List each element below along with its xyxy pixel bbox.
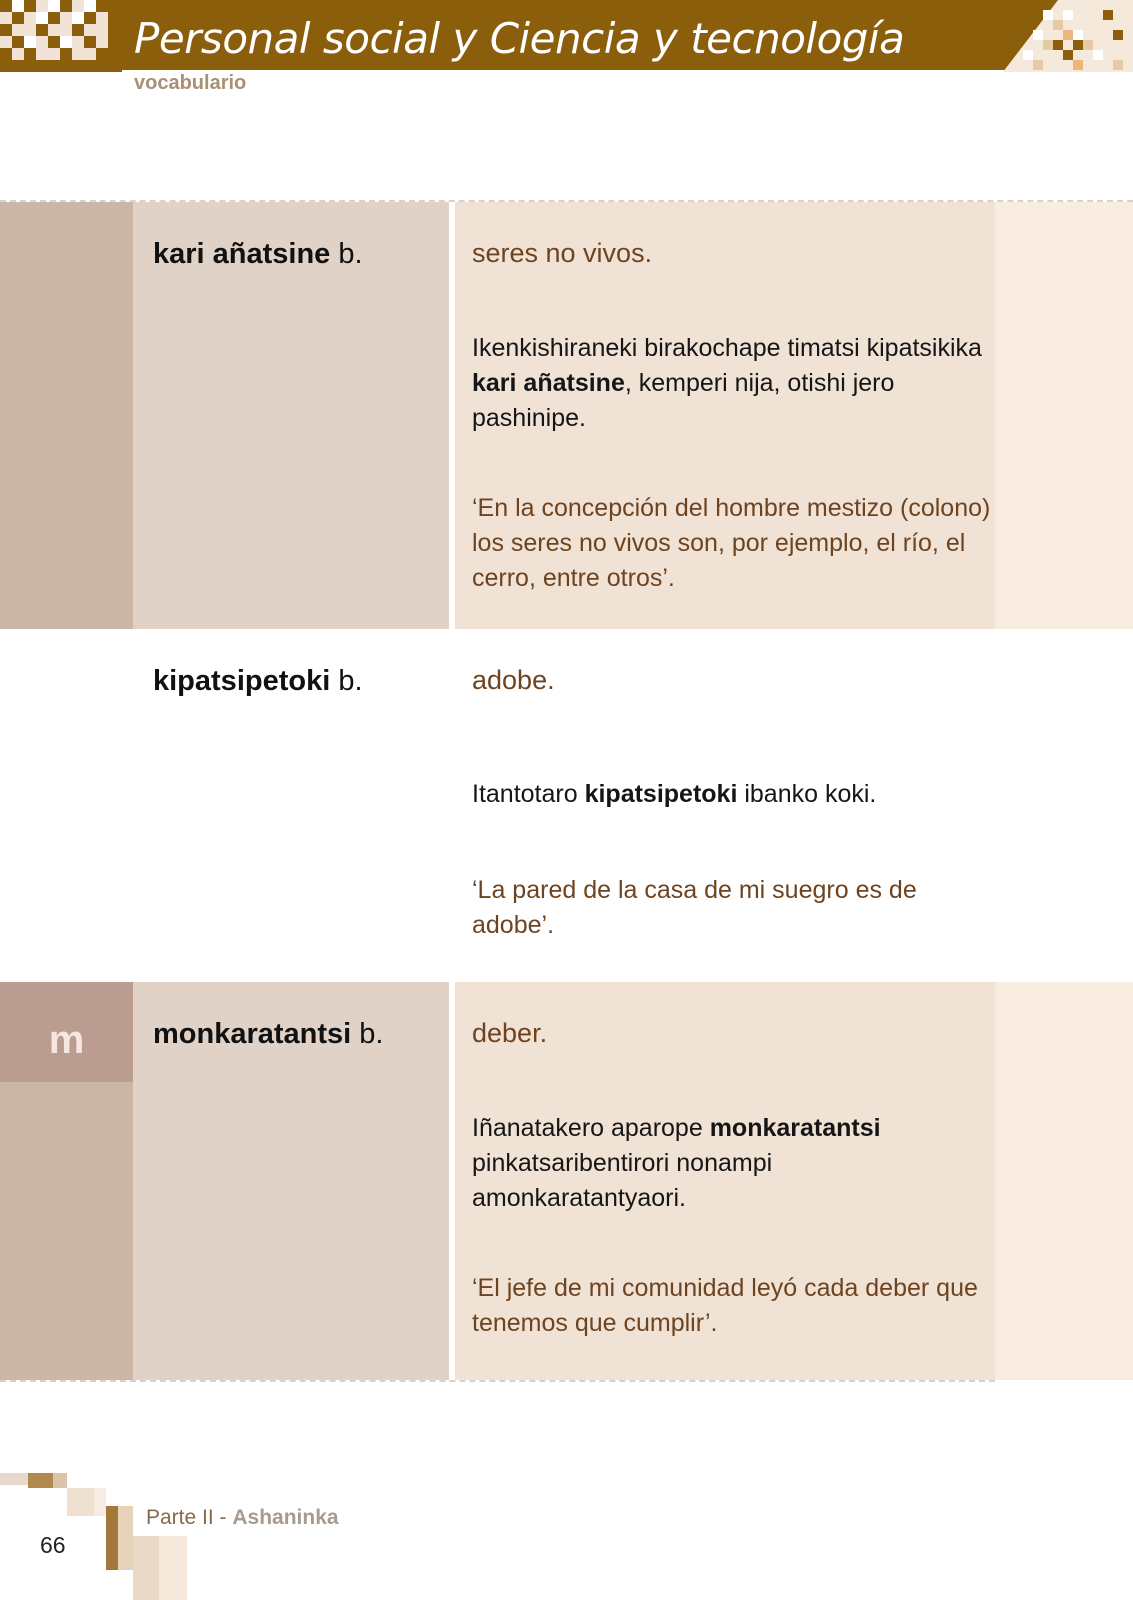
meaning: adobe. (472, 665, 555, 695)
page-title: Personal social y Ciencia y tecnología (134, 14, 905, 63)
letter-column (0, 202, 133, 629)
page-number: 66 (40, 1532, 66, 1558)
vocabulary-entry (0, 202, 1133, 629)
margin-column (995, 202, 1133, 629)
meaning: deber. (472, 1018, 548, 1048)
headword: monkaratantsi b. (153, 1018, 384, 1050)
section-label: vocabulario (134, 72, 247, 94)
footer-woven-pattern (0, 1470, 200, 1600)
woven-pattern-left (0, 0, 122, 72)
headword: kari añatsine b. (153, 238, 363, 270)
example-translation: ‘La pared de la casa de mi suegro es de adobe’. (472, 876, 917, 939)
example-translation: ‘En la concepción del hombre mestizo (colono) los seres no vivos son, por ejemplo, el río, el cerro, entre otros’. (472, 494, 991, 592)
headword: kipatsipetoki b. (153, 665, 363, 697)
bottom-divider (0, 1380, 995, 1382)
woven-pattern-right (973, 0, 1133, 72)
example-sentence: Itantotaro kipatsipetoki ibanko koki. (472, 780, 877, 808)
margin-column (995, 982, 1133, 1380)
example-sentence: Ikenkishiraneki birakochape timatsi kipatsikika kari añatsine, kemperi nija, otishi jero pashinipe. (472, 334, 982, 432)
vocabulary-entry (0, 629, 1133, 982)
example-translation: ‘El jefe de mi comunidad leyó cada deber que tenemos que cumplir’. (472, 1274, 978, 1337)
letter-tab: m (0, 982, 133, 1082)
vocabulary-entry (0, 982, 1133, 1380)
meaning: seres no vivos. (472, 238, 653, 268)
footer-part-label: Parte II - Ashaninka (146, 1506, 339, 1529)
example-sentence: Iñanatakero aparope monkaratantsi pinkatsaribentirori nonampi amonkaratantyaori. (472, 1114, 881, 1212)
